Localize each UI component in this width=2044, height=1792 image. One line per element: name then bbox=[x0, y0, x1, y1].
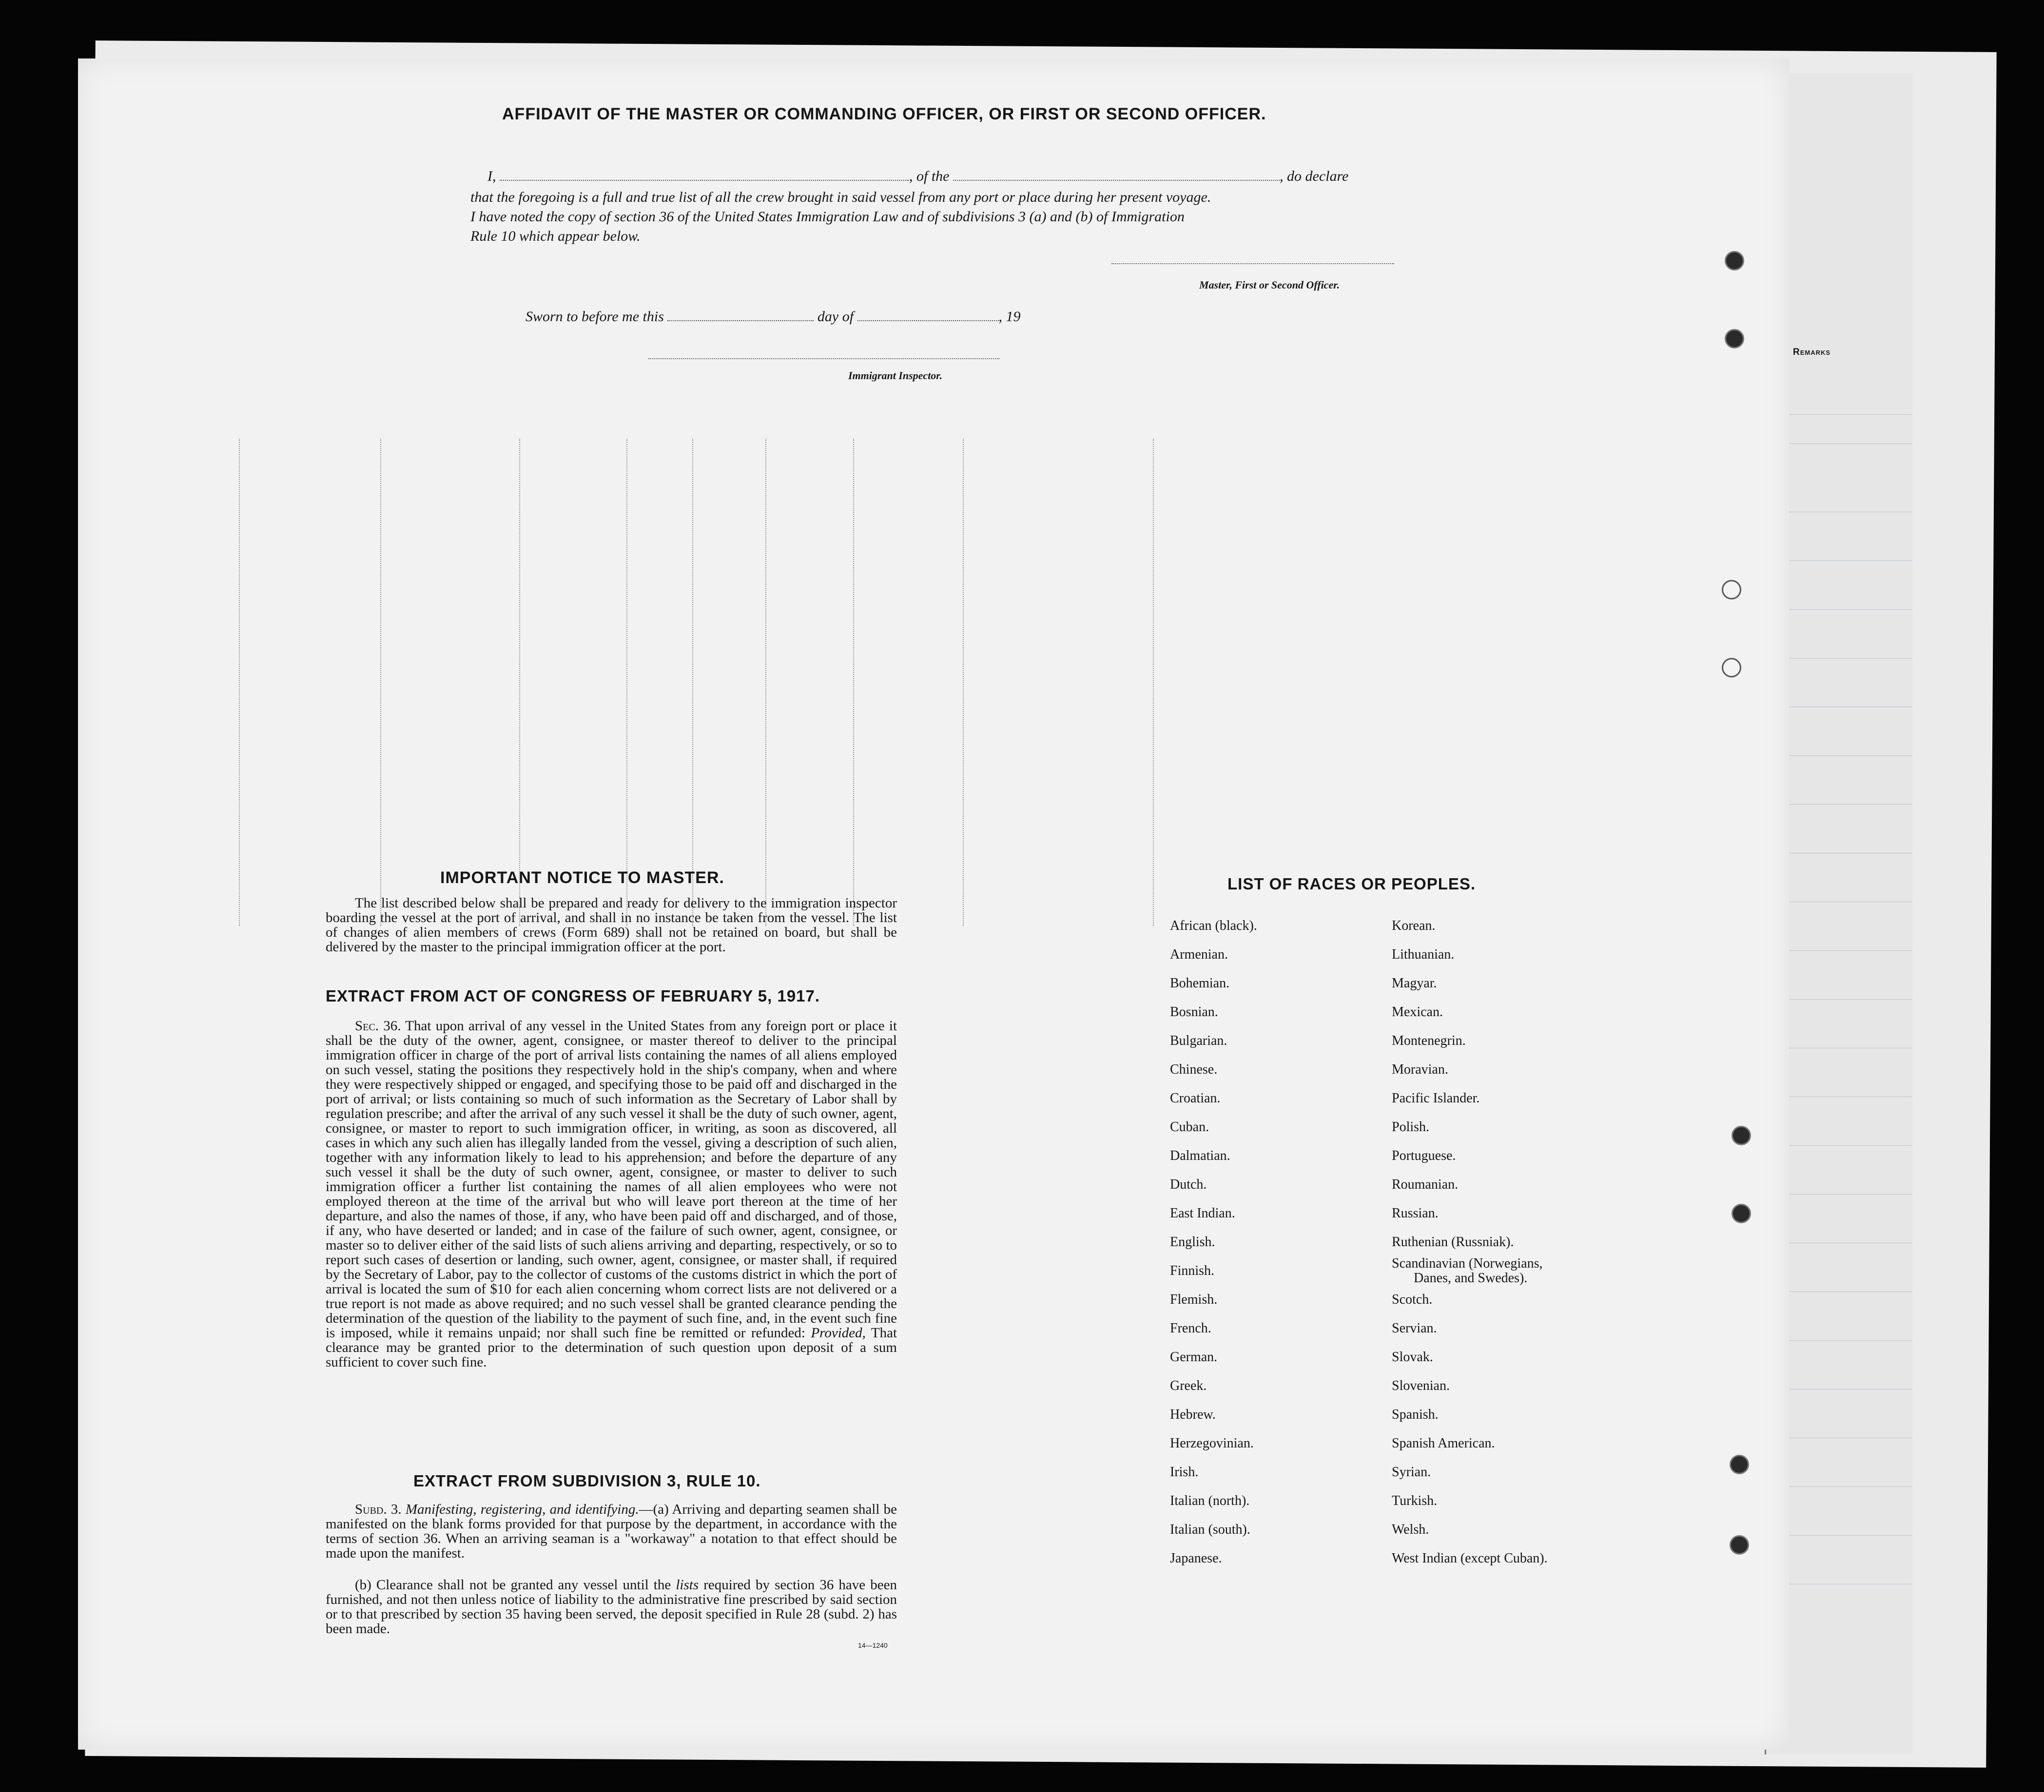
declaration-do-declare: , do declare bbox=[1280, 168, 1349, 184]
race-right-item: Portuguese. bbox=[1392, 1148, 1456, 1163]
ledger-column-rule bbox=[626, 439, 627, 926]
binder-hole bbox=[1722, 658, 1741, 677]
race-right-item: Russian. bbox=[1392, 1206, 1439, 1221]
race-right-item: Lithuanian. bbox=[1392, 947, 1455, 962]
race-right-item: Scandinavian (Norwegians, bbox=[1392, 1256, 1543, 1271]
ledger-column-rule bbox=[380, 439, 381, 926]
race-left-item: Chinese. bbox=[1170, 1062, 1218, 1077]
vessel-blank[interactable] bbox=[953, 169, 1280, 181]
notice-title: IMPORTANT NOTICE TO MASTER. bbox=[440, 868, 724, 887]
race-right-item: Roumanian. bbox=[1392, 1177, 1459, 1192]
race-right-item: Spanish. bbox=[1392, 1407, 1439, 1422]
ledger-column-rule bbox=[692, 439, 693, 926]
race-left-item: Japanese. bbox=[1170, 1551, 1222, 1566]
subdivision-b-lists: lists bbox=[676, 1577, 699, 1593]
race-left-item: Dutch. bbox=[1170, 1177, 1207, 1192]
section-36-label: Sec. 36. bbox=[355, 1018, 401, 1034]
race-right-item: Montenegrin. bbox=[1392, 1033, 1466, 1048]
race-left-item: Bosnian. bbox=[1170, 1004, 1218, 1020]
race-right-item: West Indian (except Cuban). bbox=[1392, 1551, 1548, 1566]
race-right-item: Moravian. bbox=[1392, 1062, 1448, 1077]
declaration-line-3: I have noted the copy of section 36 of the United States Immigration Law and of subdivisions 3 (a) and (b) of Immigration bbox=[470, 209, 1185, 225]
binder-hole bbox=[1725, 329, 1744, 348]
race-right-item: Servian. bbox=[1392, 1321, 1437, 1336]
inspector-caption: Immigrant Inspector. bbox=[848, 369, 943, 382]
form-number: 14—1240 bbox=[858, 1641, 888, 1649]
race-left-item: Cuban. bbox=[1170, 1119, 1209, 1135]
declaration-of-the: , of the bbox=[909, 168, 950, 184]
section-36-provided: Provided, bbox=[811, 1325, 866, 1341]
race-right-item: Turkish. bbox=[1392, 1493, 1438, 1508]
race-right-item: Slovenian. bbox=[1392, 1378, 1450, 1393]
race-left-item: Greek. bbox=[1170, 1378, 1207, 1393]
binder-hole bbox=[1732, 1204, 1751, 1223]
race-right-item: Polish. bbox=[1392, 1119, 1430, 1135]
race-left-item: African (black). bbox=[1170, 918, 1257, 933]
race-right-item: Slovak. bbox=[1392, 1349, 1433, 1365]
section-36-body-end: That clearance may be granted prior to the determination of such question upon deposit of a sum sufficient to cover such fine. bbox=[326, 1325, 897, 1370]
sworn-text: Sworn to before me this bbox=[526, 308, 664, 325]
binder-hole bbox=[1732, 1126, 1751, 1145]
race-right-item: Spanish American. bbox=[1392, 1436, 1495, 1451]
sworn-day-blank[interactable] bbox=[667, 309, 814, 321]
binder-hole bbox=[1730, 1535, 1749, 1555]
race-left-item: Flemish. bbox=[1170, 1292, 1218, 1307]
race-right-item: Mexican. bbox=[1392, 1004, 1443, 1020]
race-left-item: Herzegovinian. bbox=[1170, 1436, 1254, 1451]
race-right-item: Welsh. bbox=[1392, 1522, 1429, 1537]
ledger-column-rule bbox=[765, 439, 766, 926]
race-left-item: East Indian. bbox=[1170, 1206, 1235, 1221]
race-right-item: Danes, and Swedes). bbox=[1414, 1271, 1528, 1286]
extract-act-title: EXTRACT FROM ACT OF CONGRESS OF FEBRUARY 5, 1917. bbox=[326, 987, 820, 1005]
notice-text: The list described below shall be prepared and ready for delivery to the immigration inspector boarding the vessel at the port of arrival, and shall in no instance be taken from the vessel. The list of changes of alien members of crews (Form 689) shall not be retained on board, but shall be delivered by the master to the principal immigration officer at the port. bbox=[326, 895, 897, 955]
ledger-column-rule bbox=[239, 439, 240, 926]
race-left-item: Bohemian. bbox=[1170, 976, 1230, 991]
binder-hole bbox=[1725, 251, 1744, 270]
section-36-body: That upon arrival of any vessel in the United States from any foreign port or place it shall be the duty of the owner, agent, consignee, or master thereof to deliver to the principal immigration officer in charge of the port of arrival lists containing the names of all aliens employed on such vessel, stating the positions they respectively hold in the ship's company, when and where they were respectively shipped or engaged, and specifying those to be paid off and discharged in the port of arrival; or lists containing so much of such information as the Secretary of Labor shall by regulation prescribe; and after the arrival of any such vessel it shall be the duty of such owner, agent, consignee, or master to report to such immigration officer, in writing, as soon as discovered, all cases in which any such alien has illegally landed from the vessel, giving a description of such alien, together with any information likely to lead to his apprehension; and before the departure of any such vessel it shall be the duty of such owner, agent, consignee, or master to deliver to such immigration officer a further list containing the names of all alien employees who were not employed thereon at the time of the arrival but who will leave port thereon at the time of her departure, and also the names of those, if any, who have been paid off and discharged, and of those, if any, who have deserted or landed; and in case of the failure of such owner, agent, consignee, or master so to deliver either of the said lists of such aliens arriving and departing, respectively, or so to report such cases of desertion or landing, such owner, agent, consignee, or master shall, if required by the Secretary of Labor, pay to the collector of customs of the customs district in which the port of arrival is located the sum of $10 for each alien concerning whom correct lists are not delivered or a true report is not made as above required; and no such vessel shall be granted clearance pending the determination of the question of the liability to the payment of such fine, and, in the event such fine is imposed, while it remains unpaid; nor shall such fine be remitted or refunded: bbox=[326, 1018, 897, 1341]
subdivision-3-b bbox=[326, 1578, 897, 1636]
subdivision-label: Subd. 3. bbox=[355, 1502, 402, 1517]
sworn-year-prefix: , 19 bbox=[998, 308, 1021, 325]
notice-body bbox=[326, 896, 897, 954]
sworn-day-of: day of bbox=[817, 308, 854, 325]
race-right-item: Korean. bbox=[1392, 918, 1436, 933]
race-left-item: Irish. bbox=[1170, 1464, 1199, 1480]
remarks-header: Remarks bbox=[1793, 347, 1831, 357]
binder-hole bbox=[1730, 1455, 1749, 1474]
races-title: LIST OF RACES OR PEOPLES. bbox=[1227, 875, 1476, 893]
signature-caption: Master, First or Second Officer. bbox=[1199, 279, 1340, 291]
subdivision-b-end: required by section 36 have been furnished, and not then unless notice of liability to the administrative fine prescribed by said section or to that prescribed by section 35 having been served, the deposit specified in Rule 28 (subd. 2) has been made. bbox=[326, 1577, 897, 1637]
race-left-item: Italian (north). bbox=[1170, 1493, 1250, 1508]
subdivision-3-a bbox=[326, 1502, 897, 1561]
section-36-text bbox=[326, 1019, 897, 1369]
declaration-line-2: that the foregoing is a full and true list of all the crew brought in said vessel from any port or place during her present voyage. bbox=[470, 189, 1211, 205]
sworn-line bbox=[526, 308, 1021, 325]
declaration-line-4: Rule 10 which appear below. bbox=[470, 228, 641, 244]
race-left-item: Croatian. bbox=[1170, 1091, 1221, 1106]
race-right-item: Ruthenian (Russniak). bbox=[1392, 1234, 1514, 1250]
subdivision-a-text: —(a) Arriving and departing seamen shall be manifested on the blank forms provided for that purpose by the department, in accordance with the terms of section 36. When an arriving seaman is a "workaway" a notation to that effect should be made upon the manifest. bbox=[326, 1502, 897, 1561]
ledger-column-rule bbox=[519, 439, 520, 926]
affidavit-title: AFFIDAVIT OF THE MASTER OR COMMANDING OFFICER, OR FIRST OR SECOND OFFICER. bbox=[502, 105, 1266, 123]
race-right-item: Magyar. bbox=[1392, 976, 1437, 991]
race-right-item: Syrian. bbox=[1392, 1464, 1431, 1480]
race-left-item: Finnish. bbox=[1170, 1263, 1215, 1278]
race-left-item: Bulgarian. bbox=[1170, 1033, 1227, 1048]
race-left-item: German. bbox=[1170, 1349, 1218, 1365]
race-left-item: Hebrew. bbox=[1170, 1407, 1216, 1422]
race-left-item: Dalmatian. bbox=[1170, 1148, 1230, 1163]
race-right-item: Pacific Islander. bbox=[1392, 1091, 1480, 1106]
ledger-column-rule bbox=[853, 439, 854, 926]
race-left-item: English. bbox=[1170, 1234, 1215, 1250]
subdivision-title: Manifesting, registering, and identifying. bbox=[405, 1502, 639, 1517]
ledger-column-rule bbox=[1153, 439, 1154, 926]
name-blank[interactable] bbox=[500, 169, 909, 181]
race-right-item: Scotch. bbox=[1392, 1292, 1433, 1307]
declaration-i: I, bbox=[487, 168, 496, 184]
inspector-signature-line[interactable] bbox=[648, 358, 999, 359]
race-left-item: French. bbox=[1170, 1321, 1211, 1336]
subdivision-b-start: (b) Clearance shall not be granted any vessel until the bbox=[355, 1577, 671, 1593]
race-left-item: Armenian. bbox=[1170, 947, 1228, 962]
ledger-column-rule bbox=[963, 439, 964, 926]
declaration-line-1 bbox=[487, 168, 1348, 185]
binder-hole bbox=[1722, 580, 1741, 599]
race-left-item: Italian (south). bbox=[1170, 1522, 1250, 1537]
signature-line[interactable] bbox=[1111, 263, 1394, 264]
extract-rule-title: EXTRACT FROM SUBDIVISION 3, RULE 10. bbox=[413, 1472, 761, 1490]
sworn-month-blank[interactable] bbox=[857, 309, 999, 321]
